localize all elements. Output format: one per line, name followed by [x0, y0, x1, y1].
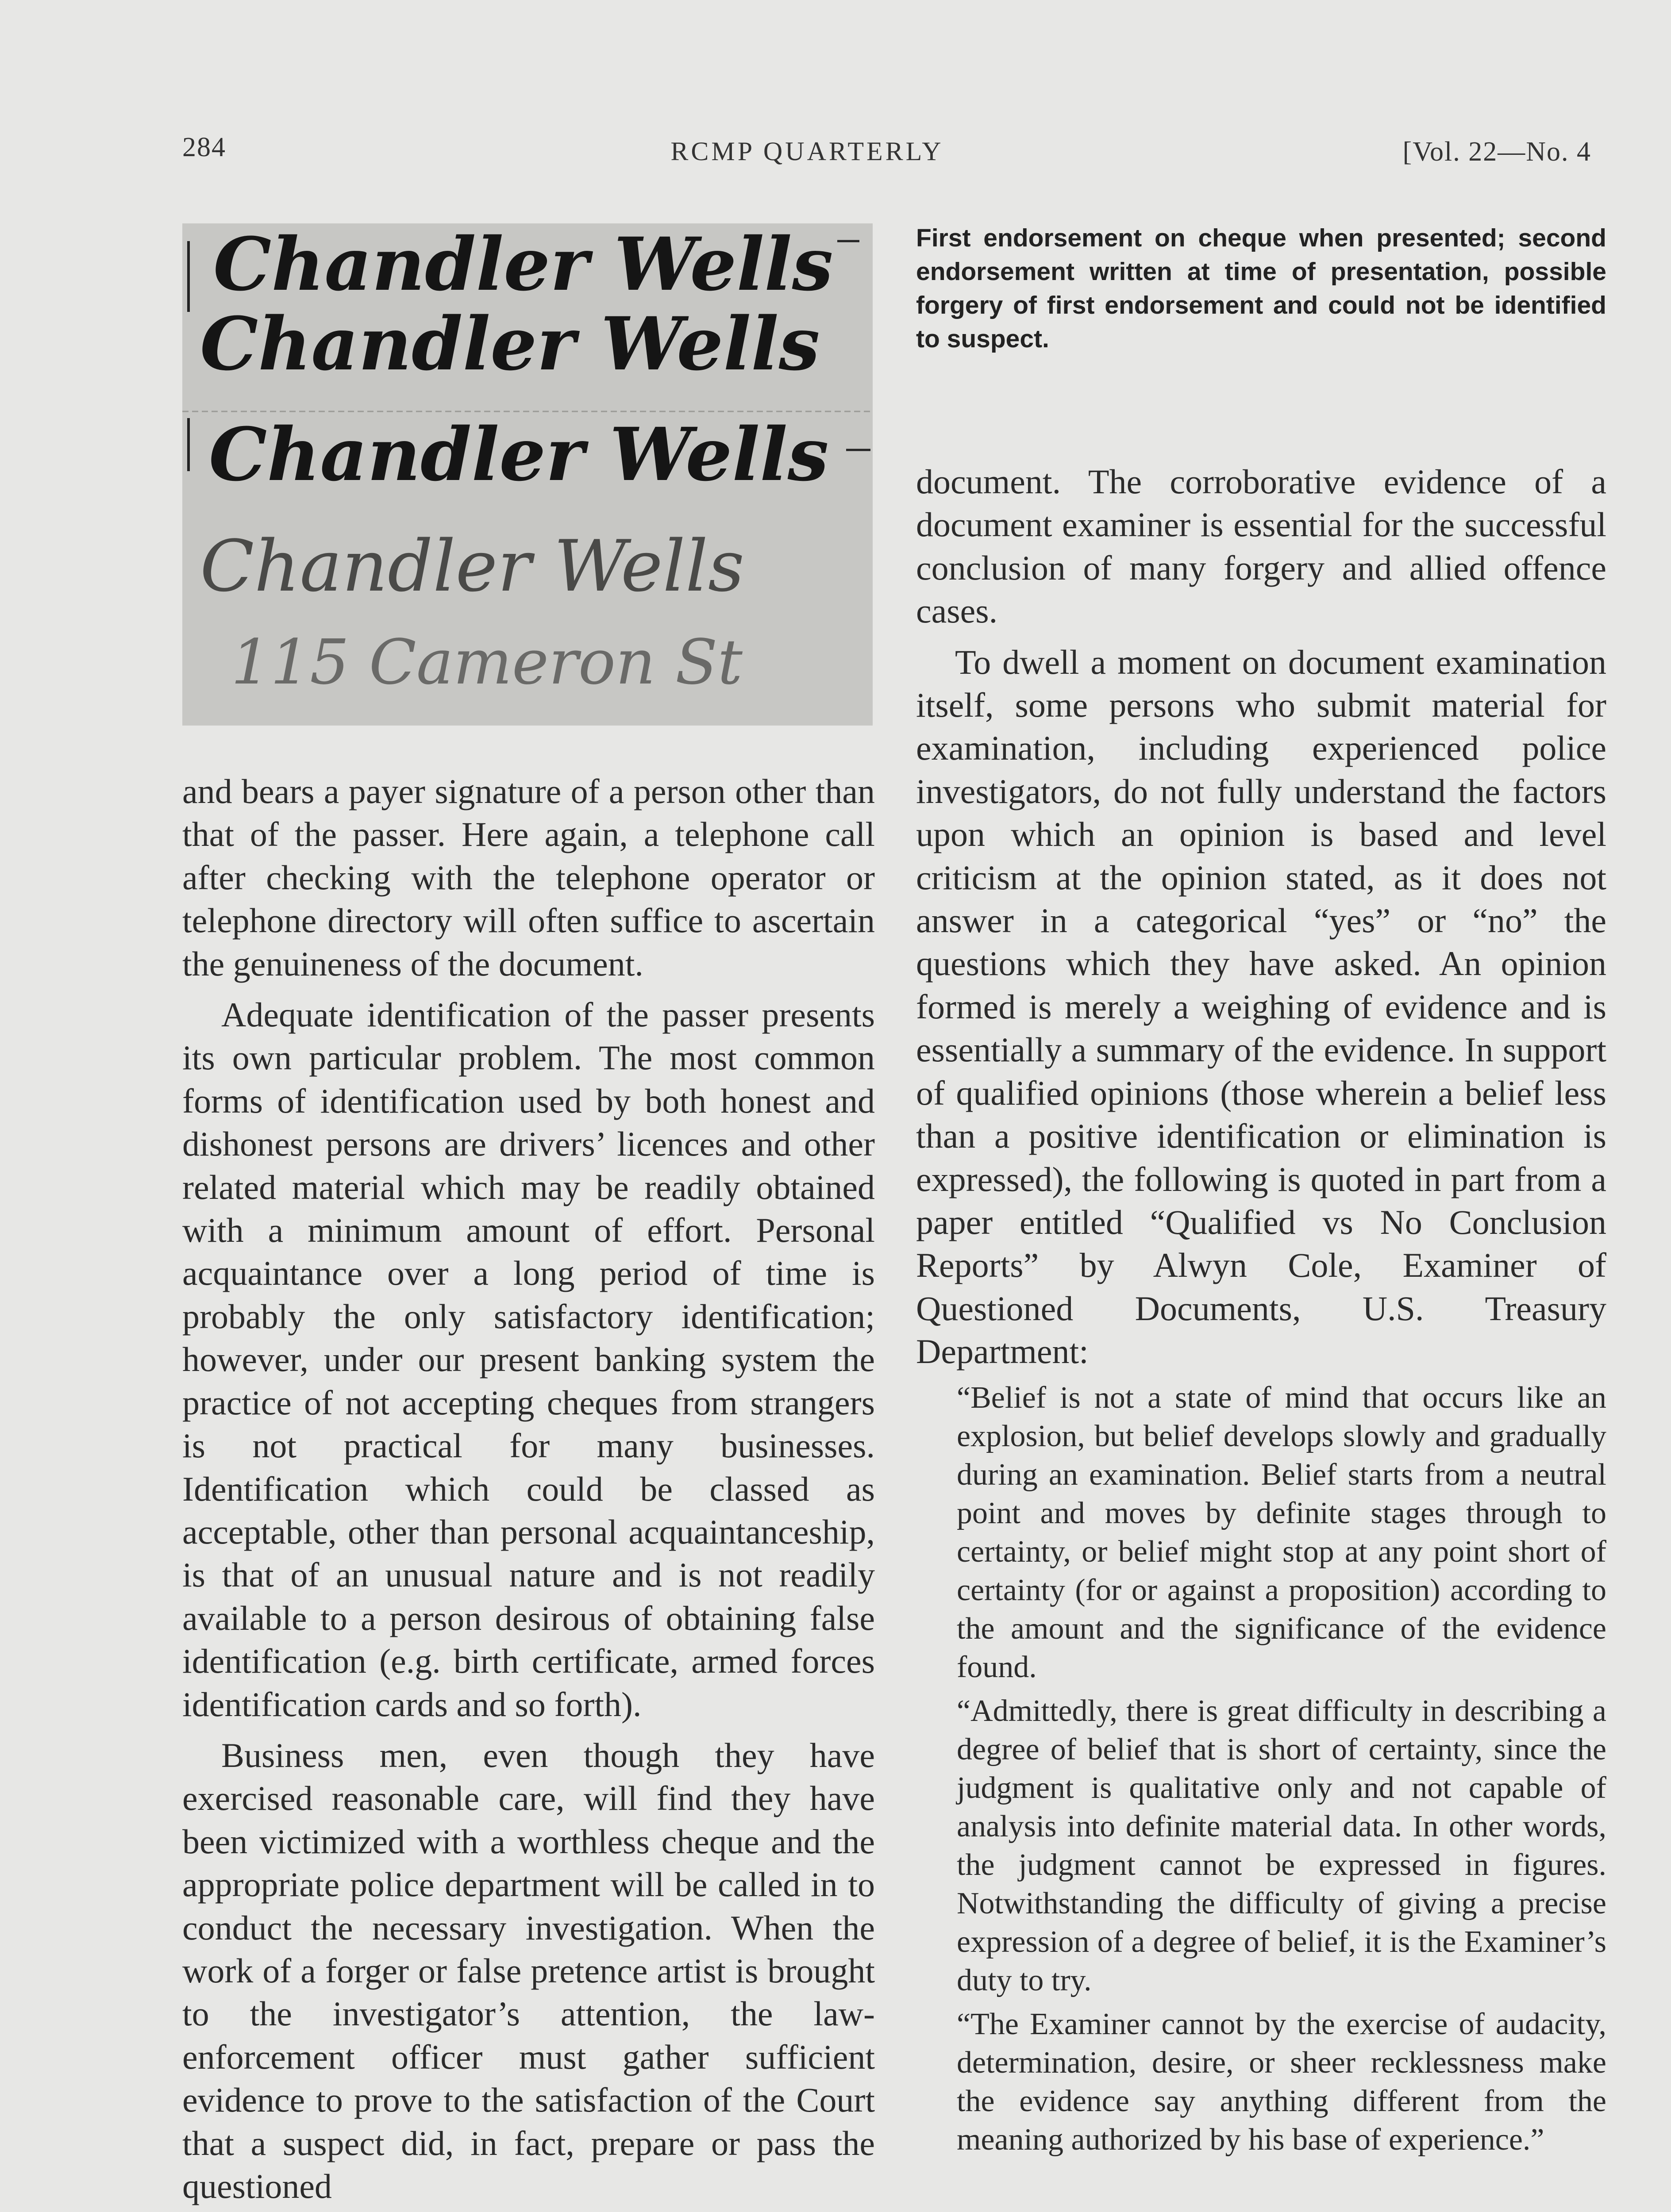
signature-illustration	[182, 223, 873, 726]
block-quote: “The Examiner cannot by the exercise of audacity, determination, desire, or sheer recklessness make the evidence say anything different from the meaning authorized by his base of experience.”	[957, 2007, 1606, 2157]
block-quote: “Belief is not a state of mind that occurs like an explosion, but belief develops slowly and gradually during an examination. Belief starts from a neutral point and moves by definite stages through to certainty, or belief might stop at any point short of certainty (for or against a proposition) according to the amount and the significance of the evidence found.	[957, 1380, 1606, 1684]
right-column	[916, 460, 1606, 2159]
signature-specimen-image	[182, 223, 873, 726]
signature-3: Chandler Wells	[209, 411, 829, 497]
journal-title: RCMP QUARTERLY	[670, 137, 944, 166]
page-number: 284	[182, 132, 226, 162]
paragraph: Business men, even though they have exercised reasonable care, will find they have been victimized with a worthless cheque and the appropriate police department will be called in to conduct the necessary investigation. When the work of a forger or false pretence artist is brought to the investigator’s attention, the law-enforcement officer must gather sufficient evidence to prove to the satisfaction of the Court that a suspect did, in fact, prepare or pass the questioned	[182, 1736, 875, 2205]
signature-address: 115 Cameron St	[231, 626, 743, 699]
block-quote: “Admittedly, there is great difficulty in describing a degree of belief that is short of certainty, since the judgment is qualitative only and not capable of analysis into definite material data. In other words, the judgment cannot be expressed in figures. Notwithstanding the difficulty of giving a precise expression of a degree of belief, it is the Examiner’s duty to try.	[957, 1694, 1606, 1997]
signature-4: Chandler Wells	[200, 525, 745, 607]
signature-1: Chandler Wells	[213, 223, 833, 307]
paragraph: and bears a payer signature of a person other than that of the passer. Here again, a telephone call after checking with the telephone operator or telephone directory will often suffice to ascertain the genuineness of the document.	[182, 772, 875, 983]
paragraph: Adequate identification of the passer presents its own particular problem. The most common forms of identification used by both honest and dishonest persons are drivers’ licences and other related material which may be readily obtained with a minimum amount of effort. Personal acquaintance over a long period of time is probably the only satisfactory identification; however, under our present banking system the practice of not accepting cheques from strangers is not practical for many businesses. Identification which could be classed as acceptable, other than personal acquaintanceship, is that of an unusual nature and is not readily available to a person desirous of obtaining false identification (e.g. birth certificate, armed forces identification cards and so forth).	[182, 995, 875, 1724]
figure-caption: First endorsement on cheque when presented; second endorsement written at time of presentation, possible forgery of first endorsement and could not be identified to suspect.	[916, 224, 1606, 353]
paragraph: document. The corroborative evidence of a document examiner is essential for the successful conclusion of many forgery and allied offence cases.	[916, 462, 1606, 630]
volume-issue: [Vol. 22—No. 4	[1402, 137, 1591, 167]
paragraph: To dwell a moment on document examination itself, some persons who submit material for examination, including experienced police investigators, do not fully understand the factors upon which an opinion is based and level criticism at the opinion stated, as it does not answer in a categorical “yes” or “no” the questions which they have asked. An opinion formed is merely a weighing of evidence and is essentially a summary of the evidence. In support of qualified opinions (those wherein a belief less than a positive identification or elimination is expressed), the following is quoted in part from a paper entitled “Qualified vs No Conclusion Reports” by Alwyn Cole, Examiner of Questioned Documents, U.S. Treasury Department:	[916, 642, 1606, 1371]
running-header	[182, 128, 1600, 181]
left-column	[182, 770, 875, 2208]
signature-2: Chandler Wells	[200, 301, 820, 387]
